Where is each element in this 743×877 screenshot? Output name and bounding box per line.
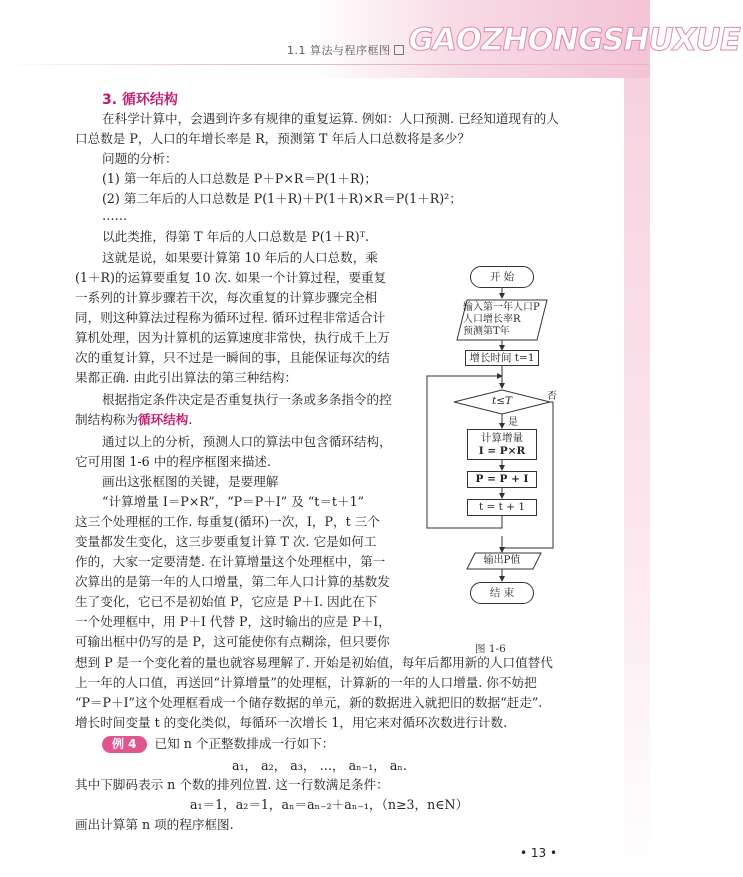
body-line: 这三个处理框的工作. 每重复(循环)一次，I，P，t 三个 bbox=[75, 514, 380, 529]
input-text bbox=[463, 302, 543, 338]
body-line: 根据指定条件决定是否重复执行一条或多条指令的控 bbox=[102, 392, 392, 407]
body-line: 可输出框中仍写的是 P，这可能使你有点糊涂，但只要你 bbox=[75, 634, 390, 649]
example-line: 画出计算第 n 项的程序框图. bbox=[75, 817, 234, 832]
running-header-text: 1.1 算法与程序框图 bbox=[287, 44, 391, 57]
input-line: 输入第一年人口P bbox=[463, 302, 540, 313]
header-rule bbox=[0, 64, 650, 65]
intro-line: 口总数是 P，人口的年增长率是 R，预测第 T 年后人口总数将是多少？ bbox=[75, 131, 470, 146]
body-line: 同，则这种算法过程称为循环过程. 循环过程非常适合计 bbox=[75, 310, 386, 325]
input-line: 预测第T年 bbox=[463, 326, 510, 337]
body-line: 这就是说，如果要计算第 10 年后的人口总数，乘 bbox=[102, 250, 378, 265]
body-line: 通过以上的分析，预测人口的算法中包含循环结构， bbox=[102, 434, 392, 449]
intro-ellipsis: …… bbox=[102, 208, 128, 223]
init-box: 增长时间 t=1 bbox=[465, 350, 539, 366]
example-text: 已知 n 个正整数排成一行如下： bbox=[154, 736, 335, 751]
body-line: 次的重复计算，只不过是一瞬间的事，且能保证每次的结 bbox=[75, 350, 390, 365]
body-text: . bbox=[188, 412, 193, 427]
calc-line: I = P×R bbox=[478, 445, 526, 457]
intro-line: (2) 第二年后的人口总数是 P(1＋R)＋P(1＋R)×R＝P(1＋R)²； bbox=[102, 191, 462, 206]
example-condition: a₁＝1，a₂＝1，aₙ＝aₙ₋₂＋aₙ₋₁，（n≥3，n∈N） bbox=[190, 797, 469, 812]
update-box: P = P + I bbox=[467, 471, 537, 488]
body-line: 次算出的是第一年的人口增量，第二年人口计算的基数发 bbox=[75, 574, 390, 589]
intro-line: 在科学计算中，会遇到许多有规律的重复运算. 例如：人口预测. 已经知道现有的人 bbox=[102, 111, 559, 126]
increment-box: t = t + 1 bbox=[467, 499, 537, 516]
body-line: 作的，大家一定要清楚. 在计算增量这个处理框中，第一 bbox=[75, 554, 386, 569]
calc-line: 计算增量 bbox=[481, 432, 523, 444]
body-line: 果都正确. 由此引出算法的第三种结构： bbox=[75, 370, 298, 385]
flowchart bbox=[405, 256, 580, 636]
body-line: 算机处理，因为计算机的运算速度非常快，执行成千上万 bbox=[75, 330, 390, 345]
body-line: 变量都发生变化，这三步要重复计算 T 次. 它是如何工 bbox=[75, 534, 377, 549]
body-line bbox=[75, 412, 192, 428]
intro-line: 以此类推，得第 T 年后的人口总数是 P(1＋R)ᵀ. bbox=[102, 229, 369, 244]
page-edge-strip bbox=[624, 78, 650, 877]
body-line: 它可用图 1-6 中的程序框图来描述. bbox=[75, 454, 272, 469]
output-text: 输出P值 bbox=[483, 555, 521, 566]
example-heading bbox=[102, 736, 334, 753]
square-icon bbox=[394, 45, 404, 55]
example-line: 其中下脚码表示 n 个数的排列位置. 这一行数满足条件： bbox=[75, 777, 389, 792]
start-terminal: 开 始 bbox=[470, 266, 534, 288]
body-line: 一个处理框中，用 P＋I 代替 P，这时输出的应是 P＋I， bbox=[75, 614, 391, 629]
intro-line: (1) 第一年后的人口总数是 P＋P×R＝P(1＋R)； bbox=[102, 171, 377, 186]
calc-box bbox=[467, 429, 537, 460]
body-line: 生了变化，它已不是初始值 P，它应是 P＋I. 因此在下 bbox=[75, 594, 378, 609]
figure-caption: 图 1-6 bbox=[475, 643, 506, 655]
body-line: 上一年的人口值，再送回“计算增量”的处理框，计算新的一年的人口增量. 你不妨把 bbox=[75, 675, 537, 690]
body-line: “P＝P＋I”这个处理框看成一个储存数据的单元，新的数据进入就把旧的数据“赶走”. bbox=[75, 695, 543, 710]
end-terminal: 结 束 bbox=[470, 582, 534, 604]
no-label: 否 bbox=[547, 391, 557, 402]
page-number: • 13 • bbox=[520, 846, 558, 860]
example-sequence: a₁， a₂， a₃， …， aₙ₋₁， aₙ. bbox=[232, 758, 407, 773]
section-title: 3. 循环结构 bbox=[102, 92, 178, 108]
body-line: 画出这张框图的关键，是要理解 bbox=[102, 474, 279, 489]
intro-line: 问题的分析： bbox=[102, 151, 178, 166]
input-line: 人口增长率R bbox=[463, 314, 521, 325]
yes-label: 是 bbox=[508, 417, 518, 428]
body-line: 想到 P 是一个变化着的量也就容易理解了. 开始是初始值，每年后都用新的人口值替代 bbox=[75, 655, 553, 670]
body-line: 增长时间变量 t 的变化类似，每循环一次增长 1，用它来对循环次数进行计数. bbox=[75, 715, 508, 730]
body-text: 制结构称为 bbox=[75, 412, 138, 427]
condition-label: t≤T bbox=[491, 395, 513, 407]
running-header bbox=[287, 42, 404, 58]
example-badge: 例 4 bbox=[102, 736, 147, 753]
header-wordmark: GAOZHONGSHUXUE bbox=[404, 22, 743, 58]
key-term: 循环结构 bbox=[137, 412, 189, 427]
body-line: 一系列的计算步骤若干次，每次重复的计算步骤完全相 bbox=[75, 290, 378, 305]
body-line: “计算增量 I＝P×R”，“P＝P＋I” 及 “t＝t＋1” bbox=[102, 494, 365, 509]
body-line: (1＋R)的运算要重复 10 次. 如果一个计算过程，要重复 bbox=[75, 270, 387, 285]
